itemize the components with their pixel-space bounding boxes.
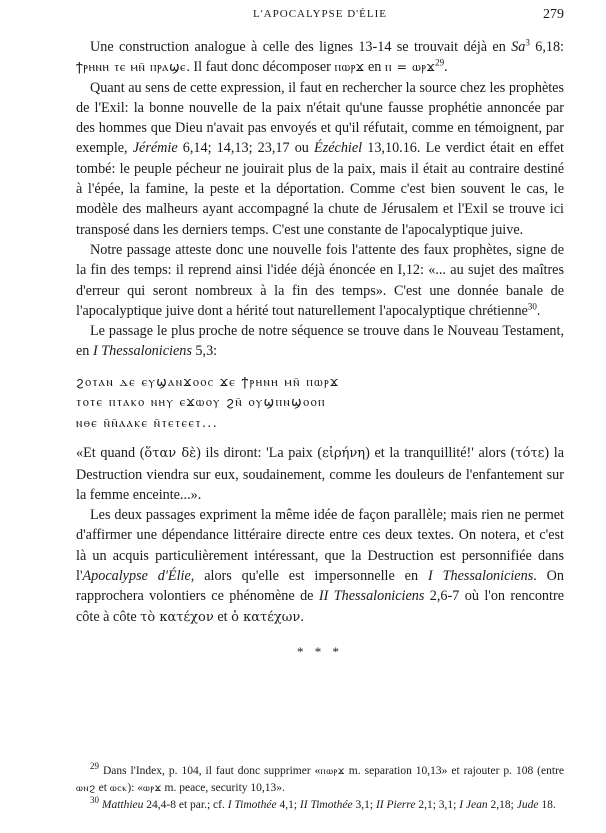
reference: I Jean bbox=[459, 799, 488, 811]
greek-word: ὅταν δὲ bbox=[144, 446, 197, 462]
reference: II Thessaloniciens bbox=[318, 588, 425, 605]
coptic-line: ⲛⲑⲉ ⲛ̄ⲛ̄ⲁⲁⲕⲉ ⲛ̄ⲧⲉⲧⲉⲉⲧ... bbox=[76, 414, 219, 430]
coptic-line: ϩⲟⲧⲁⲛ ⲇⲉ ⲉⲩϣⲁⲛϫⲟⲟⲥ ϫⲉ ϯⲣⲏⲛⲏ ⲙⲛ̄ ⲡⲱⲣϫ bbox=[76, 373, 340, 389]
text: 13,10.16. Le verdict était en effet tombé: le peuple pécheur ne jouirait plus de la paix, mais il était au contraire destiné à l'épée, la famine, la peste et la déportation. Comme c'est bien souvent le cas, le modèle des malheurs ayant accompagné la chute de Jérusalem et l'Exil se trouve ici transposé dans les derniers temps. C'est une constante de l'apocalyptique juive. bbox=[76, 140, 564, 238]
reference: Sa bbox=[511, 39, 526, 55]
text: . Il faut donc décomposer bbox=[186, 59, 335, 76]
text: . bbox=[536, 302, 541, 319]
footnote-number: 30 bbox=[90, 795, 99, 806]
text: 2,18; bbox=[487, 799, 517, 811]
text: 4,1; bbox=[276, 799, 300, 811]
text: m. separation 10,13» et rajouter p. 108 (entre bbox=[344, 765, 564, 777]
text: Les deux passages expriment la même idée de façon parallèle; mais rien ne permet d'affirmer une dépendance littéraire directe entre ces deux textes. On notera, et c'est là un acquis particulièrement intéressant, que la Destruction est personnifiée dans l' bbox=[76, 507, 564, 585]
greek-word: ὁ κατέχων bbox=[231, 609, 301, 625]
reference: Ézéchiel bbox=[314, 140, 363, 157]
section-separator: * * * bbox=[297, 643, 343, 659]
reference: Matthieu bbox=[99, 799, 144, 811]
coptic-phrase: ϯⲣⲏⲛⲏ ⲧⲉ ⲙⲛ̄ ⲡⲣⲁϣⲉ bbox=[76, 59, 187, 75]
paragraph-6 bbox=[76, 505, 564, 628]
running-title: L'APOCALYPSE D'ÉLIE bbox=[252, 8, 387, 20]
coptic-line: ⲧⲟⲧⲉ ⲡⲧⲁⲕⲟ ⲛⲏⲩ ⲉϫⲱⲟⲩ ϩⲛ̄ ⲟⲩϣⲡⲛϣⲟⲟⲡ bbox=[76, 394, 326, 410]
coptic-word: ⲱⲥⲕ bbox=[109, 783, 128, 794]
text: ): « bbox=[127, 782, 144, 794]
page-number: 279 bbox=[543, 7, 564, 22]
footnote-ref[interactable]: 29 bbox=[435, 57, 445, 68]
footnote-29 bbox=[76, 763, 564, 797]
reference: I Thessaloniciens bbox=[92, 343, 192, 360]
reference: Jérémie bbox=[132, 140, 178, 157]
paragraph-2 bbox=[76, 78, 564, 240]
text: . bbox=[444, 59, 448, 76]
text: 18. bbox=[538, 799, 556, 811]
greek-word: εἰρήνη bbox=[322, 446, 366, 462]
footnotes bbox=[76, 763, 564, 813]
text: . On rapprochera volontiers ce phénomène de bbox=[76, 568, 565, 605]
text: ) la Destruction viendra sur eux, soudainement, comme les douleurs de l'enfantement sur la femme enceinte...». bbox=[76, 445, 564, 503]
text: Notre passage atteste donc une nouvelle fois l'attente des faux prophètes, signe de la fin des temps: il reprend ainsi l'idée déjà énoncée en I,12: «... au sujet des maîtres d'erreur qui seront nombreux à la fin des temps». C'est une donnée banale de l'apocalyptique juive dont a hérité tout naturellement l'apocalyptique chrétienne bbox=[76, 241, 564, 319]
coptic-word: ⲡⲱⲣϫ bbox=[320, 766, 345, 777]
coptic-word: ⲡⲱⲣϫ bbox=[334, 59, 365, 75]
text: . bbox=[300, 608, 304, 625]
text: 5,3: bbox=[191, 343, 218, 360]
reference: II Pierre bbox=[375, 799, 416, 811]
text: Dans l'Index, p. 104, il faut donc supprimer « bbox=[99, 765, 321, 777]
footnote-number: 29 bbox=[90, 761, 99, 772]
translation-paragraph bbox=[76, 443, 564, 505]
text: m. peace, security 10,13». bbox=[161, 782, 285, 794]
main-text bbox=[76, 37, 564, 662]
text: Le passage le plus proche de notre séquence se trouve dans le Nouveau Testament, en bbox=[76, 323, 564, 360]
coptic-quotation bbox=[76, 372, 564, 434]
reference: II Timothée bbox=[299, 799, 353, 811]
text: 2,6-7 où l'on rencontre côte à côte bbox=[76, 588, 564, 625]
coptic-word: ⲡ = ⲱⲣϫ bbox=[384, 59, 436, 75]
footnote-30 bbox=[76, 797, 564, 813]
text: «Et quand ( bbox=[76, 445, 145, 462]
text: , alors qu'elle est impersonnelle en bbox=[190, 568, 428, 585]
text: ) ils diront: 'La paix ( bbox=[196, 445, 323, 462]
footnote-ref[interactable]: 30 bbox=[527, 301, 537, 312]
reference: Apocalypse d'Élie bbox=[82, 568, 191, 585]
paragraph-3 bbox=[76, 240, 564, 321]
page-header bbox=[76, 8, 564, 26]
text: Quant au sens de cette expression, il faut en rechercher la source chez les prophètes de l'Exil: la bonne nouvelle de la paix n'était qu'une fausse prophétie annoncée par des hommes que Dieu n'avait pas envoyés et qu'il réfutait, comme en témoignent, par exemple, bbox=[76, 79, 564, 157]
text: Une construction analogue à celle des lignes 13-14 se trouvait déjà en bbox=[90, 39, 512, 55]
text: 6,14; 14,13; 23,17 ou bbox=[177, 140, 315, 157]
reference: Jude bbox=[516, 799, 539, 811]
text: et bbox=[95, 782, 110, 794]
text: 6,18: bbox=[529, 39, 564, 55]
paragraph-1 bbox=[76, 37, 564, 78]
text: en bbox=[364, 59, 385, 76]
greek-word: τότε bbox=[515, 446, 545, 462]
superscript: 3 bbox=[525, 37, 530, 48]
text: et bbox=[213, 608, 232, 625]
text: 2,1; 3,1; bbox=[415, 799, 460, 811]
paragraph-4 bbox=[76, 321, 564, 362]
greek-word: τὸ κατέχον bbox=[140, 609, 214, 625]
reference: I Thessaloniciens bbox=[427, 568, 534, 585]
coptic-word: ⲱⲛϩ bbox=[76, 783, 96, 794]
reference: I Timothée bbox=[227, 799, 277, 811]
text: ) et la tranquillité!' alors ( bbox=[365, 445, 516, 462]
text: 3,1; bbox=[352, 799, 376, 811]
coptic-word: ⲱⲣϫ bbox=[143, 783, 162, 794]
text: 24,4-8 et par.; cf. bbox=[143, 799, 228, 811]
